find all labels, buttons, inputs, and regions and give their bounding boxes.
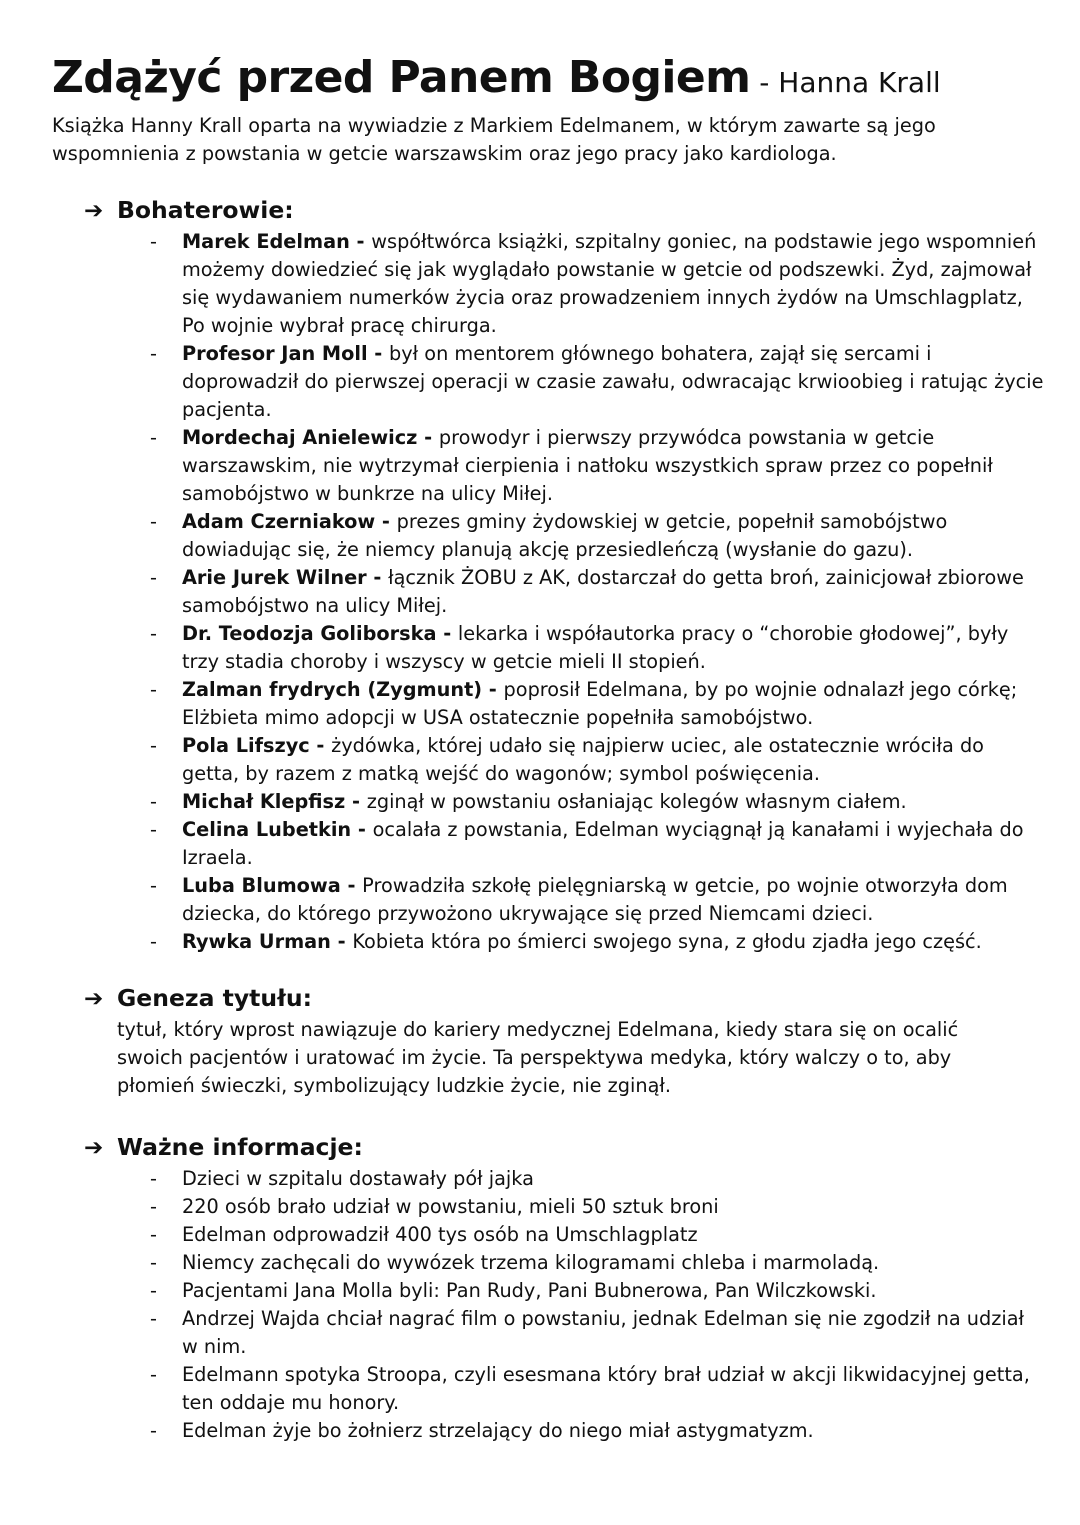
character-item xyxy=(84,228,1044,340)
character-item xyxy=(84,508,1044,564)
character-separator: - xyxy=(375,510,397,533)
character-separator: - xyxy=(351,818,373,841)
character-item xyxy=(84,872,1044,928)
character-description: łącznik ŻOBU z AK, dostarczał do getta broń, zainicjował zbiorowe samobójstwo na ulicy Miłej. xyxy=(182,566,1024,617)
character-name: Adam Czerniakow xyxy=(182,510,376,533)
character-description: ocalała z powstania, Edelman wyciągnął ją kanałami i wyjechała do Izraela. xyxy=(182,818,1024,869)
section-heading-genesis xyxy=(84,982,1044,1014)
info-item: - 220 osób brało udział w powstaniu, mieli 50 sztuk broni xyxy=(84,1193,1044,1221)
character-separator: - xyxy=(366,566,389,589)
character-name: Arie Jurek Wilner xyxy=(182,566,367,589)
character-item xyxy=(84,340,1044,424)
character-item xyxy=(84,424,1044,508)
character-name: Mordechaj Anielewicz xyxy=(182,426,418,449)
character-name: Michał Klepfisz xyxy=(182,790,346,813)
character-separator: - xyxy=(482,678,504,701)
character-description: poprosił Edelmana, by po wojnie odnalazł jego córkę; Elżbieta mimo adopcji w USA ostatecznie popełniła samobójstwo. xyxy=(182,678,1018,729)
character-name: Zalman frydrych (Zygmunt) xyxy=(182,678,483,701)
character-item xyxy=(84,732,1044,788)
character-separator: - xyxy=(367,342,390,365)
info-item: - Pacjentami Jana Molla byli: Pan Rudy, Pani Bubnerowa, Pan Wilczkowski. xyxy=(84,1277,1044,1305)
character-separator: - xyxy=(330,930,353,953)
character-name: Pola Lifszyc xyxy=(182,734,310,757)
characters-list xyxy=(84,228,1044,956)
character-name: Luba Blumowa xyxy=(182,874,341,897)
character-item xyxy=(84,816,1044,872)
genesis-paragraph: tytuł, który wprost nawiązuje do kariery medycznej Edelmana, kiedy stara się on ocalić swoich pacjentów i uratować im życie. Ta perspektywa medyka, który walczy o to, aby płomień świeczki, symbolizujący ludzkie życie, nie zginął. xyxy=(117,1018,959,1097)
genesis-heading-label: Geneza tytułu: xyxy=(117,984,312,1012)
character-separator: - xyxy=(340,874,363,897)
character-description: Prowadziła szkołę pielęgniarską w getcie, po wojnie otworzyła dom dziecka, do którego przywożono ukrywające się przed Niemcami dzieci. xyxy=(182,874,1008,925)
document-title: Zdążyć przed Panem Bogiem xyxy=(52,52,751,103)
info-item: - Niemcy zachęcali do wywózek trzema kilogramami chleba i marmoladą. xyxy=(84,1249,1044,1277)
character-description: był on mentorem głównego bohatera, zajął się sercami i doprowadził do pierwszej operacji w czasie zawału, odwracając krwioobieg i ratując życie pacjenta. xyxy=(182,342,1044,421)
character-separator: - xyxy=(417,426,439,449)
important-heading-label: Ważne informacje: xyxy=(117,1133,363,1161)
character-description: żydówka, której udało się najpierw uciec, ale ostatecznie wróciła do getta, by razem z matką wejść do wagonów; symbol poświęcenia. xyxy=(182,734,984,785)
info-item: - Dzieci w szpitalu dostawały pół jajka xyxy=(84,1165,1044,1193)
arrow-icon: ➔ xyxy=(84,986,104,1012)
arrow-icon: ➔ xyxy=(84,198,104,224)
character-separator: - xyxy=(309,734,332,757)
info-item: - Andrzej Wajda chciał nagrać film o powstaniu, jednak Edelman się nie zgodził na udział w nim. xyxy=(84,1305,1044,1361)
info-item: - Edelman odprowadził 400 tys osób na Umschlagplatz xyxy=(84,1221,1044,1249)
character-name: Dr. Teodozja Goliborska xyxy=(182,622,437,645)
character-name: Rywka Urman xyxy=(182,930,331,953)
character-separator: - xyxy=(436,622,458,645)
character-item xyxy=(84,928,1044,956)
character-item xyxy=(84,564,1044,620)
character-item xyxy=(84,788,1044,816)
character-description: zginął w powstaniu osłaniając kolegów własnym ciałem. xyxy=(366,790,907,813)
character-name: Profesor Jan Moll xyxy=(182,342,368,365)
important-list xyxy=(84,1165,1044,1445)
character-separator: - xyxy=(349,230,372,253)
character-description: współtwórca książki, szpitalny goniec, na podstawie jego wspomnień możemy dowiedzieć się jak wyglądało powstanie w getcie od podszewki. Żyd, zajmował się wydawaniem numerków życia oraz prowadzeniem innych żydów na Umschlagplatz, Po wojnie wybrał pracę chirurga. xyxy=(182,230,1037,337)
character-description: prowodyr i pierwszy przywódca powstania w getcie warszawskim, nie wytrzymał cierpienia i natłoku wszystkich spraw przez co popełnił samobójstwo w bunkrze na ulicy Miłej. xyxy=(182,426,993,505)
info-item: - Edelmann spotyka Stroopa, czyli esesmana który brał udział w akcji likwidacyjnej getta, ten oddaje mu honory. xyxy=(84,1361,1044,1417)
section-heading-important xyxy=(84,1131,1044,1163)
character-name: Marek Edelman xyxy=(182,230,350,253)
section-heading-characters xyxy=(84,194,1044,226)
character-description: prezes gminy żydowskiej w getcie, popełnił samobójstwo dowiadując się, że niemcy planują akcję przesiedleńczą (wysłanie do gazu). xyxy=(182,510,948,561)
character-description: lekarka i współautorka pracy o “chorobie głodowej”, były trzy stadia choroby i wszyscy w getcie mieli II stopień. xyxy=(182,622,1009,673)
character-name: Celina Lubetkin xyxy=(182,818,352,841)
character-item xyxy=(84,620,1044,676)
characters-heading-label: Bohaterowie: xyxy=(117,196,294,224)
character-separator: - xyxy=(345,790,367,813)
character-description: Kobieta która po śmierci swojego syna, z głodu zjadła jego część. xyxy=(352,930,982,953)
title-row xyxy=(52,52,941,103)
important-section xyxy=(84,1131,1044,1445)
character-item xyxy=(84,676,1044,732)
intro-paragraph: Książka Hanny Krall oparta na wywiadzie z Markiem Edelmanem, w którym zawarte są jego wspomnienia z powstania w getcie warszawskim oraz jego pracy jako kardiologa. xyxy=(52,114,936,165)
arrow-icon: ➔ xyxy=(84,1135,104,1161)
document-author: - Hanna Krall xyxy=(750,66,941,99)
characters-section xyxy=(84,194,1044,956)
info-item: - Edelman żyje bo żołnierz strzelający do niego miał astygmatyzm. xyxy=(84,1417,1044,1445)
genesis-section xyxy=(84,982,1044,1100)
